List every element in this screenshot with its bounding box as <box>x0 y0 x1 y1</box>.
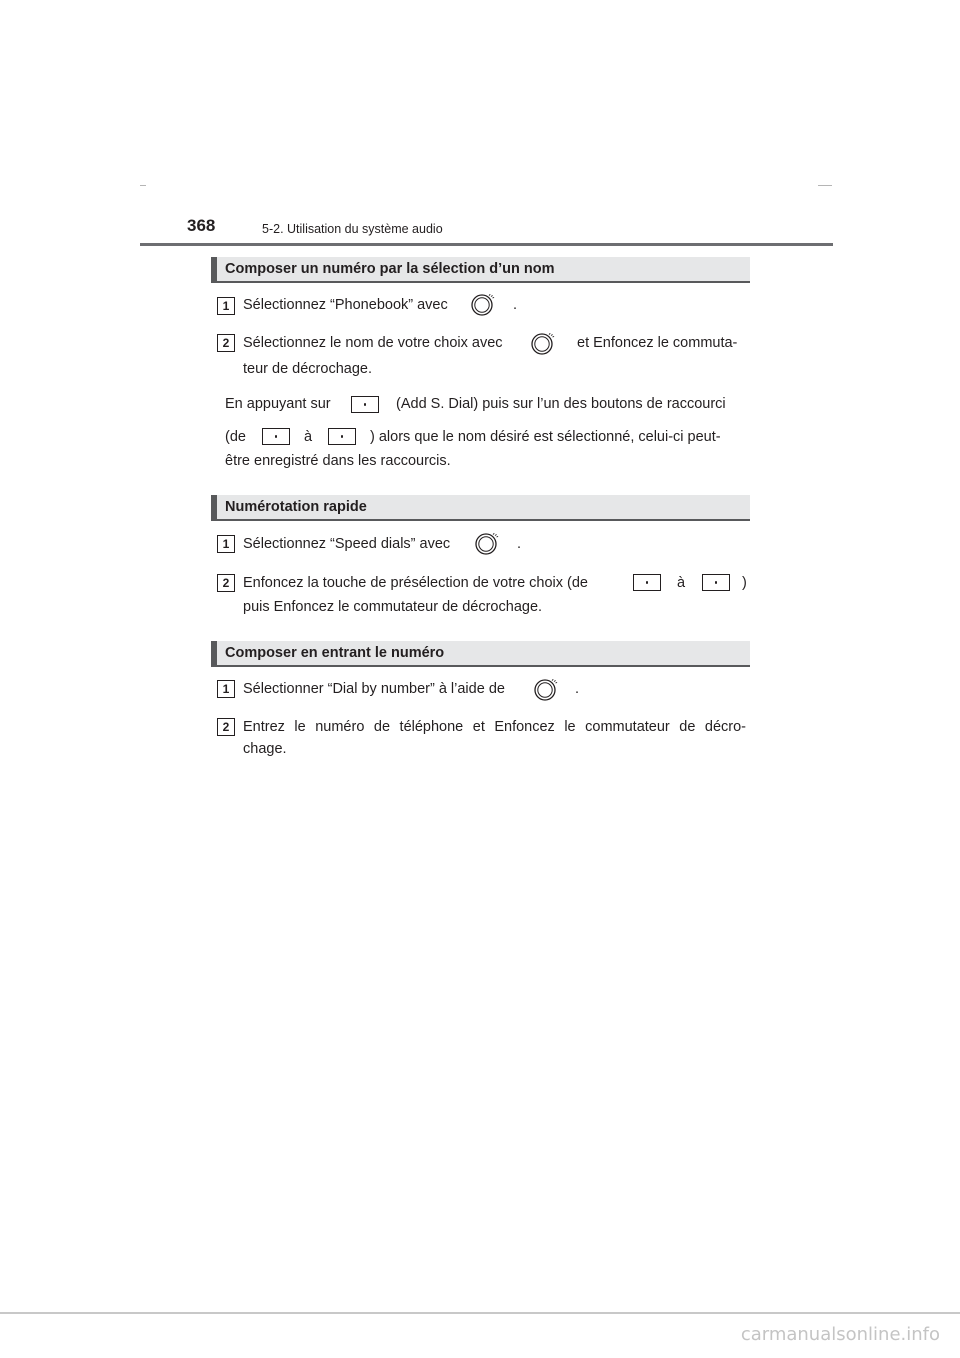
section-title: Numérotation rapide <box>225 499 367 515</box>
section-header-dial-by-number <box>211 641 750 667</box>
preset-button-icon <box>351 396 379 413</box>
footer-rule <box>0 1312 960 1314</box>
step-text-continued: teur de décrochage. <box>243 361 372 377</box>
crop-mark-left <box>140 185 146 186</box>
note-text: à <box>304 429 313 445</box>
note-text: (de <box>225 429 246 445</box>
preset-button-icon <box>328 428 356 445</box>
step-number: 2 <box>217 334 235 352</box>
step-text: Entrez le numéro de téléphone et Enfoncez le commutateur de décro- <box>243 719 746 735</box>
step-text-continued: chage. <box>243 741 287 757</box>
step-text: Sélectionner “Dial by number” à l’aide de <box>243 681 505 697</box>
running-head: 5-2. Utilisation du système audio <box>262 222 443 236</box>
step-number: 2 <box>217 574 235 592</box>
step-text: Sélectionnez “Phonebook” avec <box>243 297 448 313</box>
step-text-end: ) <box>742 575 747 591</box>
step-text-end: . <box>517 536 522 552</box>
step-number: 2 <box>217 718 235 736</box>
note-text: être enregistré dans les raccourcis. <box>225 453 451 469</box>
step-text: Enfoncez la touche de présélection de votre choix (de <box>243 575 588 591</box>
step-text: Sélectionnez le nom de votre choix avec <box>243 335 503 351</box>
step-text-end: . <box>513 297 518 313</box>
note-text: ) alors que le nom désiré est sélectionné, celui-ci peut- <box>370 429 721 445</box>
tune-select-knob-icon <box>533 676 559 702</box>
tune-select-knob-icon <box>474 530 500 556</box>
section-title: Composer en entrant le numéro <box>225 645 445 661</box>
step-text: Sélectionnez “Speed dials” avec <box>243 536 451 552</box>
step-text-end: . <box>575 681 580 697</box>
note-text: En appuyant sur <box>225 396 331 412</box>
section-header-select-by-name <box>211 257 750 283</box>
page-number: 368 <box>187 216 216 235</box>
step-text-continued: puis Enfoncez le commutateur de décrochage. <box>243 599 543 615</box>
crop-mark-right <box>818 185 832 186</box>
section-title: Composer un numéro par la sélection d’un nom <box>225 261 555 277</box>
tune-select-knob-icon <box>530 330 556 356</box>
preset-button-icon <box>633 574 661 591</box>
tune-select-knob-icon <box>470 291 496 317</box>
preset-button-icon <box>262 428 290 445</box>
step-number: 1 <box>217 535 235 553</box>
step-text-end: et Enfoncez le commuta- <box>577 335 738 351</box>
preset-button-icon <box>702 574 730 591</box>
step-number: 1 <box>217 680 235 698</box>
section-header-speed-dial <box>211 495 750 521</box>
step-number: 1 <box>217 297 235 315</box>
note-text: (Add S. Dial) puis sur l’un des boutons de raccourci <box>396 396 726 412</box>
step-text: à <box>677 575 686 591</box>
watermark: carmanualsonline.info <box>740 1324 940 1345</box>
header-rule <box>140 243 833 246</box>
